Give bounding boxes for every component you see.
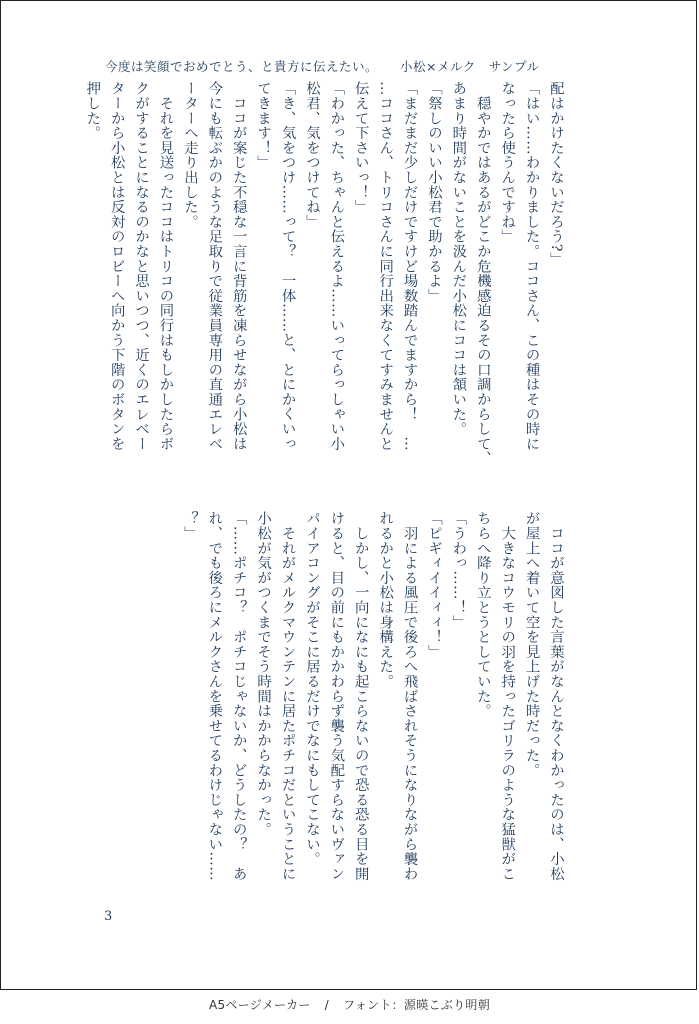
text-line: クがすることになるのかなと思いつつ、近くのエレベー [133,81,150,451]
text-line: 「ピギィイイィィ！」 [425,511,442,659]
header-subtitle: 小松×メルク サンプル [400,59,540,74]
text-line: それを見送ったココはトリコの同行はもしかしたらボ [157,81,174,451]
text-line: あまり時間がないことを汲んだ小松にココは頷いた。 [450,81,467,437]
footer-tool-name: A5ページメーカー [208,998,311,1012]
text-line: けると、目の前にもかかわらず襲う気配すらないヴァン [328,511,345,881]
text-line: 羽による風圧で後ろへ飛ばされそうになりながら襲わ [401,511,418,881]
upper-text-block [80,81,568,481]
text-line: 押した。 [84,81,101,141]
text-line: 「……ポチコ？ ポチコじゃないか、どうしたの？ あ [230,511,247,881]
text-line: パイアコングがそこに居るだけでなにもしてこない。 [303,511,320,867]
text-line: が屋上へ着いて空を見上げた時だった。 [523,511,540,778]
text-line: 「わかった、ちゃんと伝えるよ……いってらっしゃい小 [328,81,345,451]
text-line: 「祭しのいい小松君で助かるよ」 [425,81,442,303]
text-line: …ココさん、トリコさんに同行出来なくてすみませんと [377,81,394,451]
text-line: 小松が気がつくまでそう時間はかからなかった。 [255,511,272,837]
text-line: 大きなコウモリの羽を持ったゴリラのような猛獣がこ [499,511,516,881]
text-line: 今にも転ぶかのような足取りで従業員専用の直通エレベ [206,81,223,451]
page-header [105,57,605,75]
text-line: 穏やかではあるがどこか危機感迫るその口調からして、 [474,81,491,466]
text-line: ーターへ走り出した。 [181,81,198,229]
text-line: ココが案じた不穏な一言に背筋を凍らせながら小松は [230,81,247,451]
text-line: れ、でも後ろにメルクさんを乗せてるわけじゃない…… [206,511,223,881]
footer-separator: / [324,998,330,1012]
text-line: 「まだまだ少しだけですけど場数踏んでますから！ … [401,81,418,451]
text-line: ターから小松とは反対のロビーへ向かう下階のボタンを [108,81,125,451]
text-line: それがメルクマウンテンに居たポチコだということに [279,511,296,881]
text-line: なったら使うんですね」 [499,81,516,244]
text-line: 「き、気をつけ……って？ 一体……と、とにかくいっ [279,81,296,451]
page-number: 3 [104,909,113,924]
text-line: 伝えて下さいっ！」 [352,81,369,215]
text-line: れるかと小松は身構えた。 [377,511,394,689]
text-line: 松君、気をつけてね」 [303,81,320,229]
text-line: ココが意図した言葉がなんとなくわかったのは、小松 [548,511,564,881]
text-line: 「はい……わかりました。ココさん、この種はその時に [523,81,540,451]
text-line: ちらへ降り立とうとしていた。 [474,511,491,719]
text-line: しかし、一向になにも起こらないので恐る恐る目を開 [352,511,369,881]
footer-font-credit: フォント：源暎こぶり明朝 [343,998,491,1012]
text-line: 「うわっ……！」 [450,511,467,630]
text-line: 配はかけたくないだろう?」 [548,81,564,267]
text-line: てきます！」 [255,81,272,170]
lower-text-block [178,511,569,911]
page-footer [0,996,699,1013]
header-title: 今度は笑顔でおめでとう、と貴方に伝えたい。 [105,59,379,74]
text-line: ？」 [181,511,198,541]
